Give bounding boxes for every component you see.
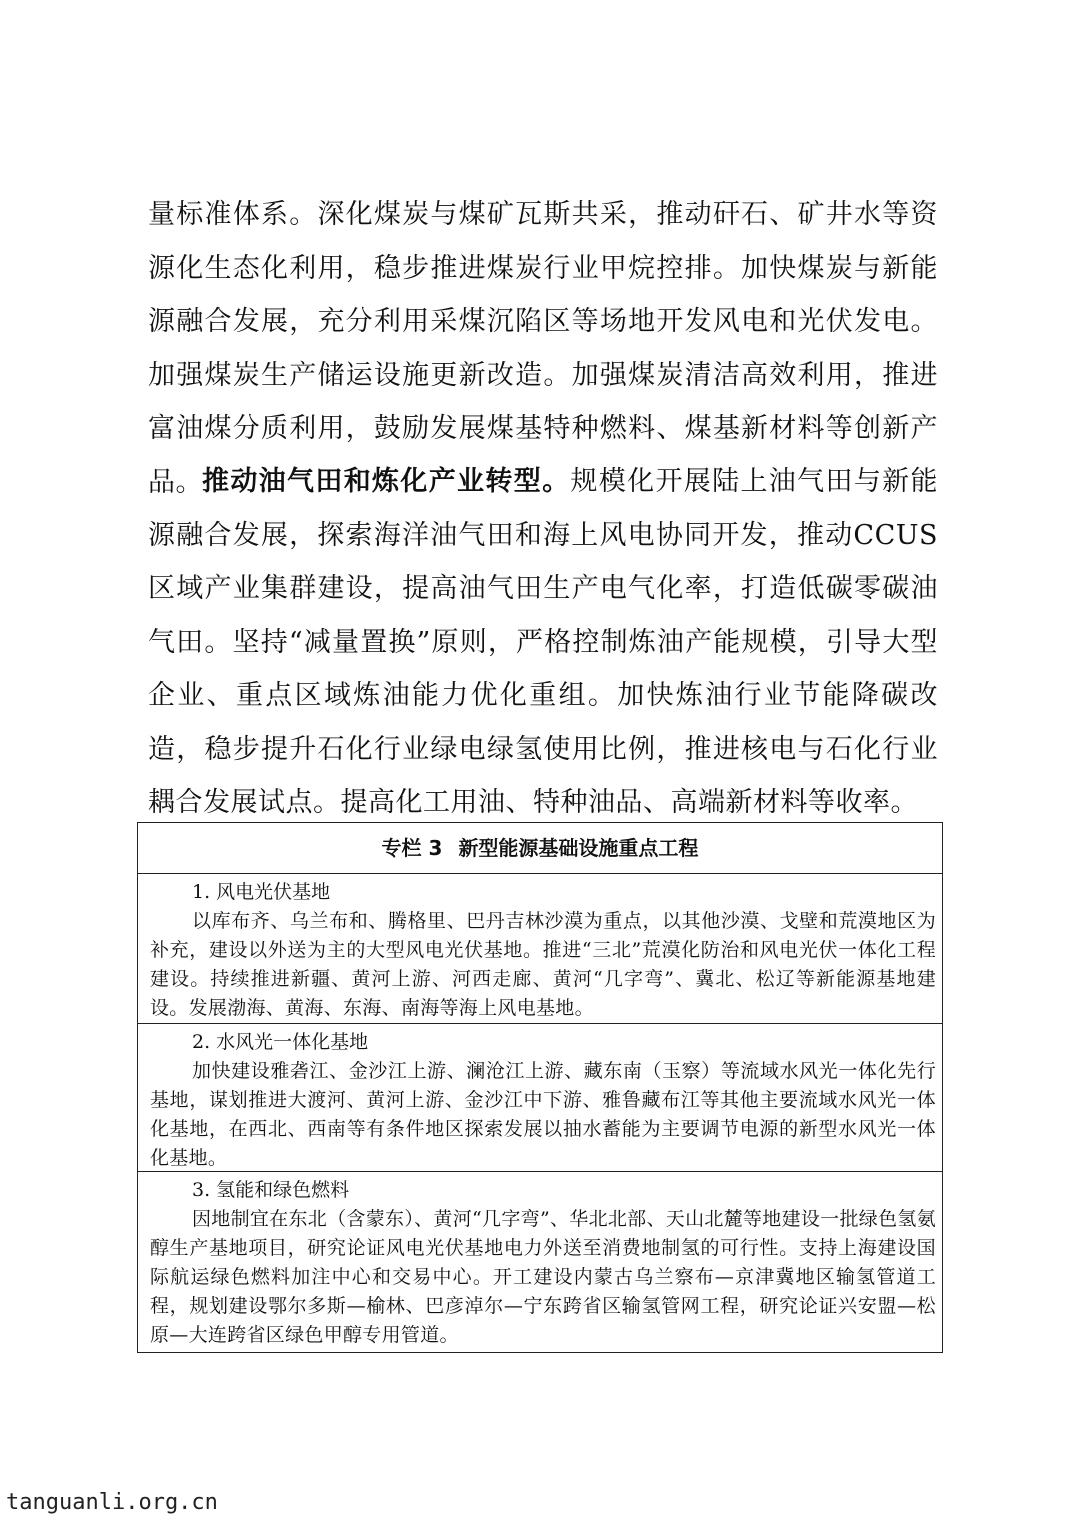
section-heading: 1. 风电光伏基地 [192, 881, 331, 903]
box-title [138, 823, 942, 874]
box-title-number: 专栏 3 [381, 836, 443, 860]
section-heading: 3. 氢能和绿色燃料 [192, 1179, 350, 1201]
body-paragraph-2 [148, 455, 938, 830]
section-body: 因地制宜在东北（含蒙东）、黄河“几字弯”、华北北部、天山北麓等地建设一批绿色氢氨醇生产基地项目，研究论证风电光伏基地电力外送至消费地制氢的可行性。支持上海建设国际航运绿色燃料加注中心和交易中心。开工建设内蒙古乌兰察布—京津冀地区输氢管道工程，规划建设鄂尔多斯—榆林、巴彦淖尔—宁东跨省区输氢管网工程，研究论证兴安盟—松原—大连跨省区绿色甲醇专用管道。 [150, 1208, 936, 1346]
section-heading: 2. 水风光一体化基地 [192, 1031, 369, 1053]
box-section-wind-solar [138, 874, 942, 1024]
box-title-text: 新型能源基础设施重点工程 [458, 836, 699, 860]
paragraph-lead-heading: 推动油气田和炼化产业转型。 [202, 466, 571, 497]
site-watermark: tanguanli.org.cn [6, 1490, 218, 1515]
paragraph-2-text: 规模化开展陆上油气田与新能源融合发展，探索海洋油气田和海上风电协同开发，推动CCUS区域产业集群建设，提高油气田生产电气化率，打造低碳零碳油气田。坚持“减量置换”原则，严格控制炼油产能规模，引导大型企业、重点区域炼油能力优化重组。加快炼油行业节能降碳改造，稳步提升石化行业绿电绿氢使用比例，推进核电与石化行业耦合发展试点。提高化工用油、特种油品、高端新材料等收率。 [148, 466, 939, 818]
body-paragraph-1: 量标准体系。深化煤炭与煤矿瓦斯共采，推动矸石、矿井水等资源化生态化利用，稳步推进煤炭行业甲烷控排。加快煤炭与新能源融合发展，充分利用采煤沉陷区等场地开发风电和光伏发电。加强煤炭生产储运设施更新改造。加强煤炭清洁高效利用，推进富油煤分质利用，鼓励发展煤基特种燃料、煤基新材料等创新产品。 [148, 199, 938, 498]
box-section-hydrogen [138, 1172, 942, 1353]
special-column-box [137, 822, 943, 1353]
box-section-hydro-wind-solar [138, 1024, 942, 1172]
section-body: 加快建设雅砻江、金沙江上游、澜沧江上游、藏东南（玉察）等流域水风光一体化先行基地，谋划推进大渡河、黄河上游、金沙江中下游、雅鲁藏布江等其他主要流域水风光一体化基地，在西北、西南等有条件地区探索发展以抽水蓄能为主要调节电源的新型水风光一体化基地。 [150, 1060, 936, 1169]
section-body: 以库布齐、乌兰布和、腾格里、巴丹吉林沙漠为重点，以其他沙漠、戈壁和荒漠地区为补充，建设以外送为主的大型风电光伏基地。推进“三北”荒漠化防治和风电光伏一体化工程建设。持续推进新疆、黄河上游、河西走廊、黄河“几字弯”、冀北、松辽等新能源基地建设。发展渤海、黄海、东海、南海等海上风电基地。 [150, 910, 936, 1019]
